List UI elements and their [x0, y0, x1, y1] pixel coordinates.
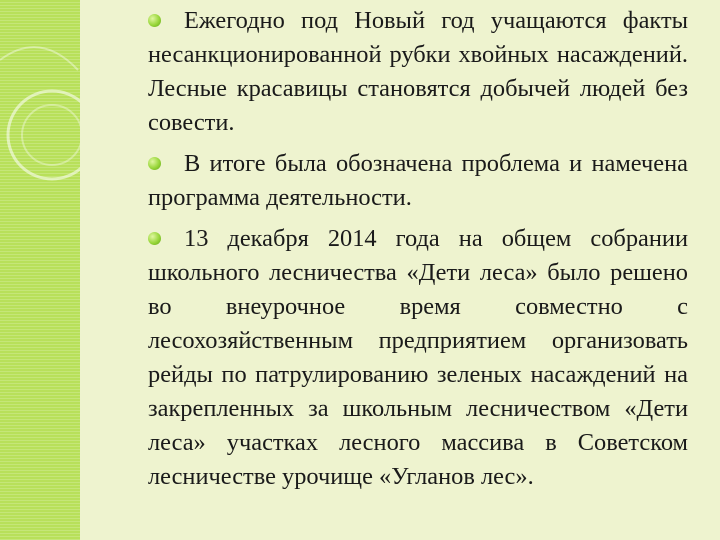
paragraph-1-text: Ежегодно под Новый год учащаются факты несанкционированной рубки хвойных насаждений. Лесные красавицы становятся добычей людей без совести. [148, 7, 688, 136]
bullet-icon [148, 157, 161, 170]
paragraph-2 [148, 147, 688, 215]
decorative-side-band [0, 0, 80, 540]
paragraph-1 [148, 4, 688, 140]
bullet-icon [148, 232, 161, 245]
paragraph-3 [148, 222, 688, 494]
swirl-decoration [0, 0, 80, 540]
slide-content [148, 4, 688, 501]
bullet-icon [148, 14, 161, 27]
paragraph-3-text: 13 декабря 2014 года на общем собрании школьного лесничества «Дети леса» было решено во внеурочное время совместно с лесохозяйственным предприятием организовать рейды по патрулированию зеленых насаждений на закрепленных за школьным лесничеством «Дети леса» участках лесного массива в Советском лесничестве урочище «Угланов лес». [148, 225, 688, 490]
paragraph-2-text: В итоге была обозначена проблема и намечена программа деятельности. [148, 150, 688, 211]
